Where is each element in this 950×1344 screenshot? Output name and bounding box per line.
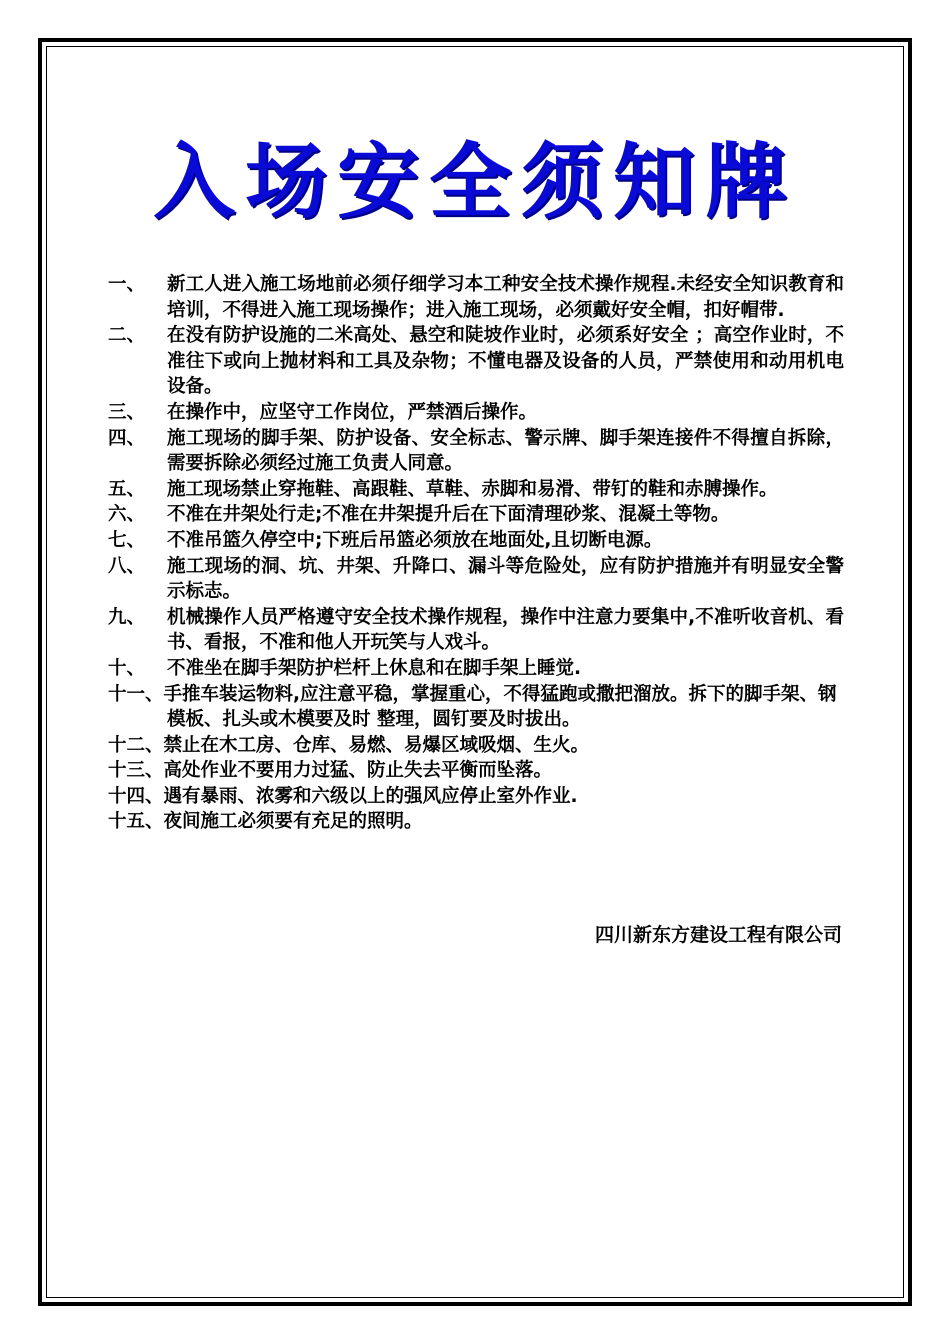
rule-text: 不准坐在脚手架防护栏杆上休息和在脚手架上睡觉. <box>167 657 582 679</box>
rule-text: 机械操作人员严格遵守安全技术操作规程，操作中注意力要集中,不准听收音机、看书、看报，不准和他人开玩笑与人戏斗。 <box>167 606 844 654</box>
rule-text: 不准在井架处行走;不准在井架提升后在下面清理砂浆、混凝土等物。 <box>167 504 730 526</box>
rule-text: 在操作中，应坚守工作岗位，严禁酒后操作。 <box>167 401 538 423</box>
rule-item <box>108 400 844 426</box>
rule-text: 禁止在木工房、仓库、易燃、易爆区域吸烟、生火。 <box>163 734 590 756</box>
rule-item <box>108 809 844 835</box>
rule-number: 六、 <box>108 504 146 526</box>
rule-number: 一、 <box>108 274 146 295</box>
rule-item <box>108 502 844 528</box>
rule-number: 十二、 <box>108 734 164 756</box>
rule-item <box>108 477 844 503</box>
rule-text: 手推车装运物料,应注意平稳，掌握重心，不得猛跑或撒把溜放。拆下的脚手架、钢模板、扎头或木模要及时 整理，圆钉要及时拔出。 <box>163 683 837 731</box>
rule-text: 施工现场的脚手架、防护设备、安全标志、警示牌、脚手架连接件不得擅自拆除，需要拆除必须经过施工负责人同意。 <box>167 427 844 475</box>
rule-text: 夜间施工必须要有充足的照明。 <box>163 811 423 833</box>
rule-number: 十五、 <box>108 811 164 833</box>
rule-item <box>108 758 844 784</box>
rule-item <box>108 682 844 733</box>
rule-number: 三、 <box>108 401 146 423</box>
rule-item <box>108 554 844 605</box>
rule-item <box>108 784 844 810</box>
rule-number: 五、 <box>108 478 146 500</box>
rule-number: 十三、 <box>108 760 164 782</box>
rule-number: 七、 <box>108 529 146 551</box>
rule-item <box>108 733 844 759</box>
rule-text: 新工人进入施工场地前必须仔细学习本工种安全技术操作规程.未经安全知识教育和培训，不得进入施工现场操作；进入施工现场，必须戴好安全帽，扣好帽带. <box>167 274 844 321</box>
rule-text: 高处作业不要用力过猛、防止失去平衡而坠落。 <box>163 760 553 782</box>
rule-number: 八、 <box>108 555 146 577</box>
rule-item <box>108 656 844 682</box>
rule-item <box>108 426 844 477</box>
rule-number: 九、 <box>108 606 146 628</box>
rule-text: 不准吊篮久停空中;下班后吊篮必须放在地面处,且切断电源。 <box>167 529 663 551</box>
rule-item <box>108 605 844 656</box>
rule-item <box>108 528 844 554</box>
rule-item <box>108 323 844 400</box>
company-name: 四川新东方建设工程有限公司 <box>594 924 842 946</box>
page-title: 入场安全须知牌 <box>152 135 797 230</box>
rule-text: 施工现场的洞、坑、井架、升降口、漏斗等危险处，应有防护措施并有明显安全警示标志。 <box>167 555 844 603</box>
rule-text: 在没有防护设施的二米高处、悬空和陡坡作业时，必须系好安全 ；高空作业时，不准往下或向上抛材料和工具及杂物；不懂电器及设备的人员，严禁使用和动用机电设备。 <box>167 325 844 398</box>
safety-rules-list <box>108 272 844 835</box>
rule-text: 施工现场禁止穿拖鞋、高跟鞋、草鞋、赤脚和易滑、带钉的鞋和赤膊操作。 <box>167 478 778 500</box>
rule-number: 十一、 <box>108 683 164 705</box>
rule-number: 十四、 <box>108 785 164 807</box>
rule-number: 二、 <box>108 325 146 347</box>
rule-number: 十、 <box>108 657 146 679</box>
rule-text: 遇有暴雨、浓雾和六级以上的强风应停止室外作业. <box>163 785 578 807</box>
rule-number: 四、 <box>108 427 146 449</box>
rule-item <box>108 272 844 323</box>
